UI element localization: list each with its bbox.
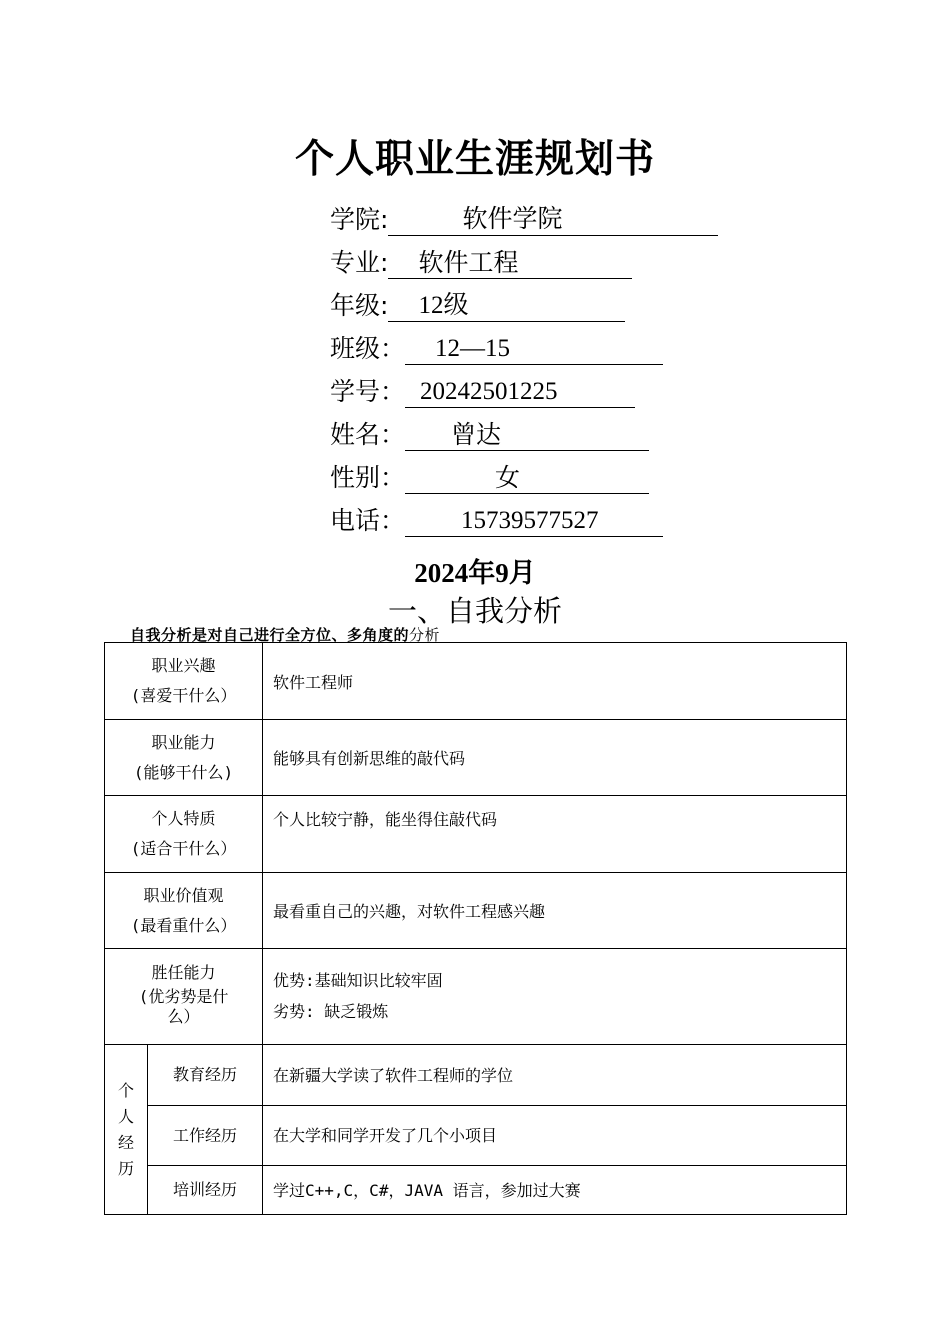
- table-row: [105, 643, 847, 720]
- table-row: [105, 949, 847, 1045]
- row-label-main: 胜任能力: [151, 963, 216, 982]
- row-value-line: 能够具有创新思维的敲代码: [273, 749, 466, 768]
- name-value: 曾达: [405, 419, 649, 451]
- info-row-class: [330, 327, 663, 365]
- grade-label: 年级:: [330, 291, 389, 320]
- experience-label: 工作经历: [148, 1106, 263, 1166]
- row-value: [263, 796, 847, 873]
- row-value: [263, 873, 847, 949]
- row-label: [105, 720, 263, 796]
- row-label-sub: (最看重什么）: [130, 915, 237, 935]
- info-row-grade: [330, 284, 625, 322]
- info-row-gender: [330, 456, 649, 494]
- info-row-student-id: [330, 370, 635, 408]
- table-row: [105, 1045, 847, 1106]
- experience-value: 学过C++,C，C#，JAVA 语言，参加过大赛: [263, 1166, 847, 1215]
- row-label-main: 职业兴趣: [151, 656, 216, 675]
- college-label: 学院:: [330, 205, 389, 234]
- row-value: [263, 949, 847, 1045]
- major-value: 软件工程: [388, 247, 632, 279]
- table-row: [105, 720, 847, 796]
- row-value-line: 优势:基础知识比较牢固: [273, 971, 443, 990]
- row-value: [263, 720, 847, 796]
- row-label-sub: (适合干什么）: [130, 839, 237, 858]
- experience-value: 在大学和同学开发了几个小项目: [263, 1106, 847, 1166]
- row-label-sub: (能够干什么): [133, 762, 234, 782]
- class-value: 12—15: [405, 333, 663, 365]
- student-id-label: 学号：: [330, 377, 406, 406]
- info-row-major: [330, 241, 632, 279]
- row-label: [105, 643, 263, 720]
- row-value: [263, 643, 847, 720]
- grade-value: 12级: [388, 290, 625, 322]
- row-label: [105, 873, 263, 949]
- experience-value: 在新疆大学读了软件工程师的学位: [263, 1045, 847, 1106]
- row-value-line: 软件工程师: [273, 673, 354, 692]
- phone-value: 15739577527: [405, 505, 663, 537]
- name-label: 姓名：: [330, 420, 406, 449]
- table-row: [105, 1166, 847, 1215]
- row-label: [105, 796, 263, 873]
- row-value-line: 劣势: 缺乏锻炼: [273, 1002, 389, 1021]
- row-label-main: 职业能力: [151, 732, 216, 752]
- experience-label: 培训经历: [148, 1166, 263, 1215]
- section-intro-bold: 自我分析是对自己进行全方位、多角度的: [130, 626, 410, 644]
- gender-value: 女: [405, 462, 649, 494]
- row-label-sub: (喜爱干什么）: [130, 686, 237, 705]
- class-label: 班级：: [330, 334, 406, 363]
- experience-group-label: 个 人 经 历: [105, 1045, 148, 1215]
- major-label: 专业:: [330, 248, 389, 277]
- info-row-phone: [330, 499, 663, 537]
- section-intro-rest: 分析: [409, 626, 441, 644]
- college-value: 软件学院: [388, 204, 718, 236]
- gender-label: 性别：: [330, 463, 406, 492]
- document-title: 个人职业生涯规划书: [294, 137, 655, 182]
- table-row: [105, 796, 847, 873]
- info-row-college: [330, 198, 718, 236]
- info-row-name: [330, 413, 649, 451]
- row-value-line: 最看重自己的兴趣，对软件工程感兴趣: [273, 902, 546, 921]
- table-row: [105, 873, 847, 949]
- row-value-line: 个人比较宁静，能坐得住敲代码: [273, 810, 498, 829]
- table-row: [105, 1106, 847, 1166]
- experience-label: 教育经历: [148, 1045, 263, 1106]
- student-id-value: 20242501225: [405, 376, 635, 408]
- row-label: [105, 949, 263, 1045]
- phone-label: 电话：: [330, 506, 406, 535]
- row-label-main: 个人特质: [151, 809, 216, 828]
- row-label-sub: (优劣势是什么）: [138, 987, 229, 1026]
- section-title: 一、自我分析: [387, 594, 562, 628]
- row-label-main: 职业价值观: [143, 885, 224, 905]
- self-analysis-table: [104, 642, 847, 1215]
- document-date: 2024年9月: [414, 558, 536, 588]
